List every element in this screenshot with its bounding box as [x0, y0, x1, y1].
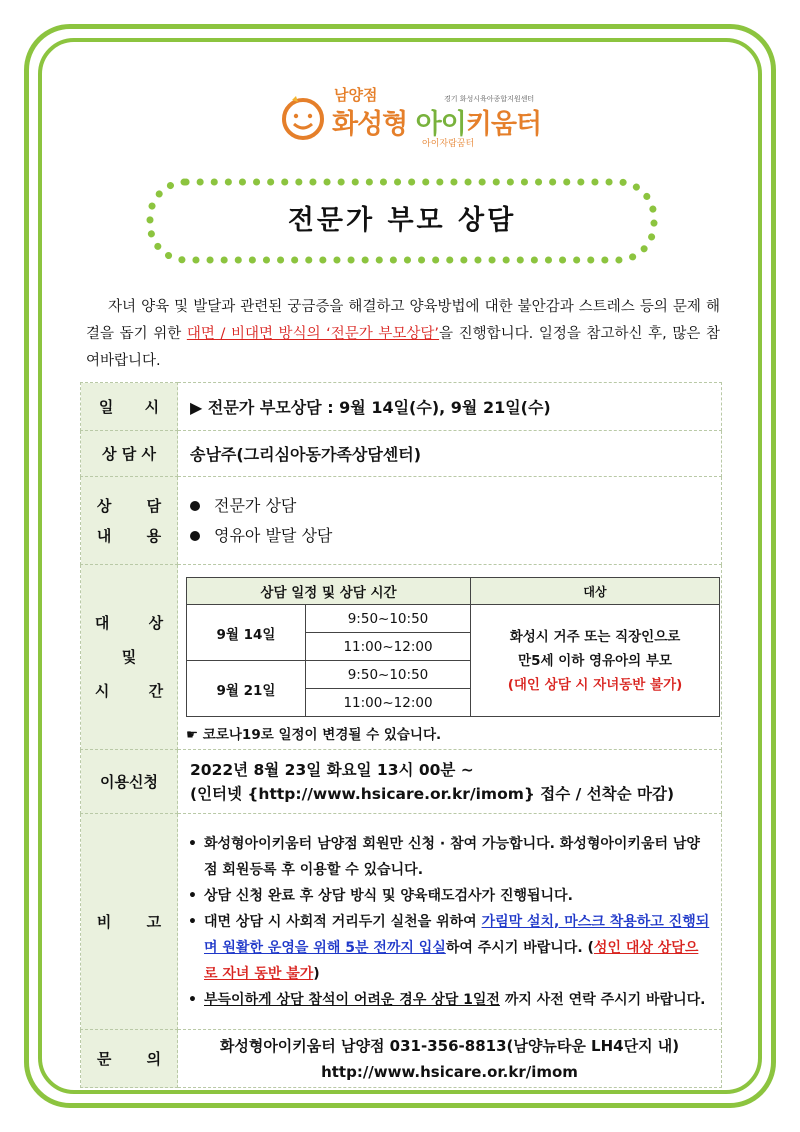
label-target: 대 상 및 시 간 — [81, 565, 178, 750]
label-counselor: 상 담 사 — [81, 431, 178, 477]
list-item: • 부득이하게 상담 참석이 어려운 경우 상담 1일전 까지 사전 연락 주시기 바랍니다. — [188, 987, 711, 1013]
schedule-date-1: 9월 14일 — [187, 605, 306, 661]
schedule-target: 화성시 거주 또는 직장인으로 만5세 이하 영유아의 부모 (대인 상담 시 자녀동반 불가) — [471, 605, 720, 717]
logo — [272, 84, 542, 154]
info-table — [80, 382, 722, 1088]
schedule-slot: 11:00~12:00 — [306, 633, 471, 661]
schedule-slot: 9:50~10:50 — [306, 605, 471, 633]
schedule-slot: 11:00~12:00 — [306, 689, 471, 717]
row-datetime — [81, 383, 722, 431]
list-item: 영유아 발달 상담 — [190, 521, 721, 551]
title-box — [144, 176, 660, 266]
logo-main-suffix: 키움터 — [465, 109, 542, 140]
row-notes — [81, 814, 722, 1030]
label-notes: 비 고 — [81, 814, 178, 1030]
row-target — [81, 565, 722, 750]
value-target — [178, 565, 722, 750]
list-item: • 화성형아이키움터 남양점 회원만 신청 · 참여 가능합니다. 화성형아이키움터 남양점 회원등록 후 이용할 수 있습니다. — [188, 831, 711, 883]
schedule-table — [186, 577, 720, 717]
schedule-slot: 9:50~10:50 — [306, 661, 471, 689]
logo-main-green: 아이 — [415, 109, 466, 140]
value-content — [178, 477, 722, 565]
value-counselor: 송남주(그리심아동가족상담센터) — [178, 431, 722, 477]
logo-sub: 아이자람꿈터 — [422, 139, 475, 149]
page-title: 전문가 부모 상담 — [287, 205, 517, 236]
label-content: 상 담 내 용 — [81, 477, 178, 565]
contact-phone: 화성형아이키움터 남양점 031-356-8813(남양뉴타운 LH4단지 내) — [219, 1036, 680, 1055]
list-item: • 상담 신청 완료 후 상담 방식 및 양육태도검사가 진행됩니다. — [188, 883, 711, 909]
row-counselor — [81, 431, 722, 477]
intro-part1: 자녀 양육 및 발달과 관련된 궁금증을 해결하고 양육방법에 대한 불안감과 스트레스 등의 문제 해결을 돕기 위한 — [86, 299, 720, 342]
value-datetime: ▶ 전문가 부모상담 : 9월 14일(수), 9월 21일(수) — [178, 383, 722, 431]
corona-note: ☛ 코로나19로 일정이 변경될 수 있습니다. — [186, 727, 442, 743]
label-apply: 이용신청 — [81, 750, 178, 814]
list-item: 전문가 상담 — [190, 491, 721, 521]
intro-part2: 을 진행합니다. 일정을 참고하신 후, 많은 참여바랍니다. — [86, 326, 720, 369]
label-datetime: 일 시 — [81, 383, 178, 431]
intro-highlight: 대면 / 비대면 방식의 ‘전문가 부모상담’ — [186, 326, 440, 342]
smiley-face-icon — [280, 94, 326, 140]
schedule-header-time: 상담 일정 및 상담 시간 — [187, 578, 471, 605]
row-apply — [81, 750, 722, 814]
logo-main-prefix: 화성형 — [332, 109, 416, 140]
label-contact: 문 의 — [81, 1030, 178, 1088]
value-notes — [178, 814, 722, 1030]
row-content — [81, 477, 722, 565]
schedule-date-2: 9월 21일 — [187, 661, 306, 717]
row-contact — [81, 1030, 722, 1088]
notes-list — [178, 823, 721, 1021]
logo-org: 경기 화성시육아종합지원센터 — [444, 95, 535, 103]
contact-url[interactable]: http://www.hsicare.or.kr/imom — [321, 1062, 578, 1081]
list-item: • 대면 상담 시 사회적 거리두기 실천을 위하여 가림막 설치, 마스크 착용하고 진행되며 원활한 운영을 위해 5분 전까지 입실하여 주시기 바랍니다. (성인 대상 상담으로 자녀 동반 불가) — [188, 909, 711, 987]
schedule-header-target: 대상 — [471, 578, 720, 605]
logo-branch: 남양점 — [334, 86, 378, 104]
bullet-icon — [190, 501, 200, 511]
value-apply: 2022년 8월 23일 화요일 13시 00분 ~ (인터넷 {http://www.hsicare.or.kr/imom} 접수 / 선착순 마감) — [178, 750, 722, 814]
bullet-icon — [190, 531, 200, 541]
value-contact — [178, 1030, 722, 1088]
intro-paragraph — [86, 294, 720, 375]
